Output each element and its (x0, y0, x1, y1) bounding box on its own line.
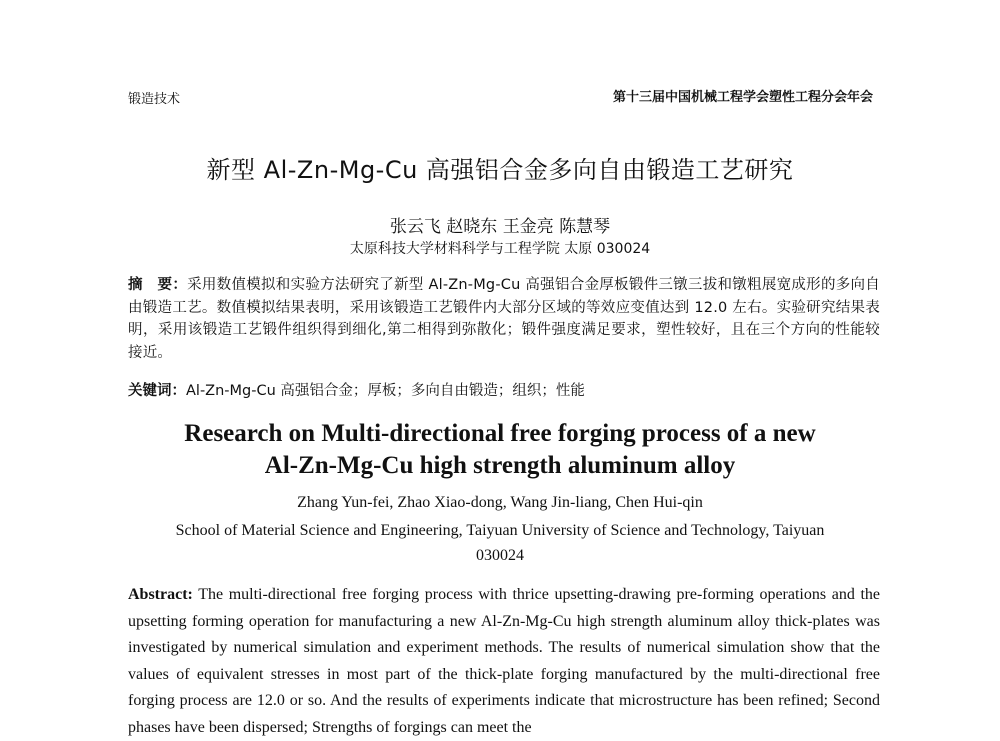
chinese-authors: 张云飞 赵晓东 王金亮 陈慧琴 (389, 217, 611, 237)
chinese-abstract (128, 274, 880, 364)
english-abstract (128, 582, 880, 741)
chinese-keywords-text: Al-Zn-Mg-Cu 高强铝合金；厚板；多向自由锻造；组织；性能 (186, 383, 585, 399)
english-affiliation-line-2: 030024 (476, 547, 524, 564)
chinese-abstract-text: 采用数值模拟和实验方法研究了新型 Al-Zn-Mg-Cu 高强铝合金厚板锻件三镦三拔和镦粗展宽成形的多向自由锻造工艺。数值模拟结果表明，采用该锻造工艺锻件内大部分区域的等效应变值达到 12.0 左右。实验研究结果表明，采用该锻造工艺锻件组织得到细化,第二相得到弥散化；锻件强度满足要求，塑性较好，且在三个方向的性能较接近。 (128, 277, 880, 361)
english-affiliation-line-1: School of Material Science and Engineering, Taiyuan University of Science and Technology, Taiyuan (175, 522, 825, 539)
english-affiliation (0, 518, 1000, 568)
english-title (0, 418, 1000, 482)
chinese-title: 新型 Al-Zn-Mg-Cu 高强铝合金多向自由锻造工艺研究 (206, 156, 794, 184)
chinese-abstract-label: 摘 要： (128, 277, 188, 293)
chinese-keywords-label: 关键词： (128, 383, 186, 399)
english-title-line-2: Al-Zn-Mg-Cu high strength aluminum alloy (264, 452, 736, 479)
chinese-keywords (128, 380, 880, 402)
english-authors: Zhang Yun-fei, Zhao Xiao-dong, Wang Jin-liang, Chen Hui-qin (297, 494, 703, 511)
chinese-affiliation: 太原科技大学材料科学与工程学院 太原 030024 (349, 241, 651, 257)
english-abstract-label: Abstract: (128, 586, 193, 603)
english-title-line-1: Research on Multi-directional free forging process of a new (184, 420, 816, 447)
running-header-left: 锻造技术 (128, 92, 181, 107)
running-header-right: 第十三届中国机械工程学会塑性工程分会年会 (612, 90, 873, 105)
english-abstract-text: The multi-directional free forging process with thrice upsetting-drawing pre-forming operations and the upsetting forming operation for manufacturing a new Al-Zn-Mg-Cu high strength aluminum alloy thick-plates was investigated by numerical simulation and experiment methods. The results of numerical simulation show that the values of equivalent stresses in most part of the thick-plate forging manufactured by the multi-directional free forging process are 12.0 or so. And the results of experiments indicate that microstructure has been refined; Second phases have been dispersed; Strengths of forgings can meet the (128, 586, 880, 736)
